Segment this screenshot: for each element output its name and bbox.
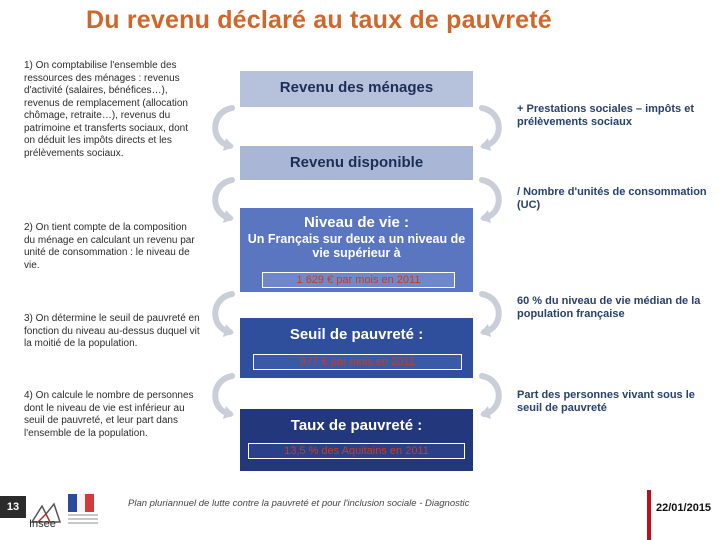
step-1-text: 1) On comptabilise l'ensemble des ressources des ménages : revenus d'activité (salaires, bénéfices…), revenus de remplacement (allocation chômage, retraite…), revenus du patrimoine et transferts sociaux, dont on déduit les impôts directs et les prélèvements sociaux. (24, 60, 188, 159)
curved-arrow-right-2-icon (478, 176, 508, 224)
curved-arrow-left-3-icon (206, 290, 236, 338)
step-3-text: 3) On détermine le seuil de pauvreté en fonction du niveau au-dessus duquel vit la moitié de la population. (24, 313, 200, 349)
box-taux-pauvrete-title: Taux de pauvreté : (290, 417, 423, 434)
box-revenu-menages-label: Revenu des ménages (279, 79, 434, 96)
footer-caption: Plan pluriannuel de lutte contre la pauvreté et pour l'inclusion sociale - Diagnostic (128, 498, 470, 509)
box-seuil-pauvrete-title: Seuil de pauvreté : (289, 326, 424, 343)
step-2-text: 2) On tient compte de la composition du ménage en calculant un revenu par unité de consommation : le niveau de vie. (24, 222, 195, 271)
box-revenu-disponible (240, 146, 473, 180)
marianne-flag-icon (68, 494, 94, 512)
step-4-text: 4) On calcule le nombre de personnes dont le niveau de vie est inférieur au seuil de pauvreté, et leur part dans l'ensemble de la population. (24, 390, 194, 439)
curved-arrow-right-3-icon (478, 290, 508, 338)
box-seuil-pauvrete (240, 318, 473, 378)
note-seuil-definition: 60 % du niveau de vie médian de la population française (517, 295, 701, 320)
insee-logo-text: Insee (29, 518, 56, 530)
curved-arrow-left-1-icon (206, 104, 236, 152)
page-title: Du revenu déclaré au taux de pauvreté (86, 6, 552, 34)
note-unites-consommation: / Nombre d'unités de consommation (UC) (517, 186, 707, 211)
marianne-caption-lines (68, 514, 98, 526)
curved-arrow-right-4-icon (478, 372, 508, 420)
note-prestations-sociales: + Prestations sociales – impôts et prélèvements sociaux (517, 103, 694, 128)
box-niveau-de-vie (240, 208, 473, 292)
note-taux-definition: Part des personnes vivant sous le seuil de pauvreté (517, 389, 695, 414)
box-revenu-menages (240, 71, 473, 107)
box-niveau-de-vie-subtitle: Un Français sur deux a un niveau de vie supérieur à (247, 232, 466, 260)
footer-accent-bar (647, 490, 651, 540)
curved-arrow-right-1-icon (478, 104, 508, 152)
page-number: 13 (0, 496, 26, 518)
niveau-de-vie-value: 1 629 € par mois en 2011 (262, 272, 455, 288)
taux-pauvrete-value: 13,5 % des Aquitains en 2011 (248, 443, 465, 459)
curved-arrow-left-2-icon (206, 176, 236, 224)
box-taux-pauvrete (240, 409, 473, 471)
box-niveau-de-vie-title: Niveau de vie : (303, 214, 410, 231)
seuil-pauvrete-value: 977 € par mois en 2011 (253, 354, 462, 370)
box-revenu-disponible-label: Revenu disponible (289, 154, 424, 171)
footer-date: 22/01/2015 (656, 502, 712, 514)
curved-arrow-left-4-icon (206, 372, 236, 420)
